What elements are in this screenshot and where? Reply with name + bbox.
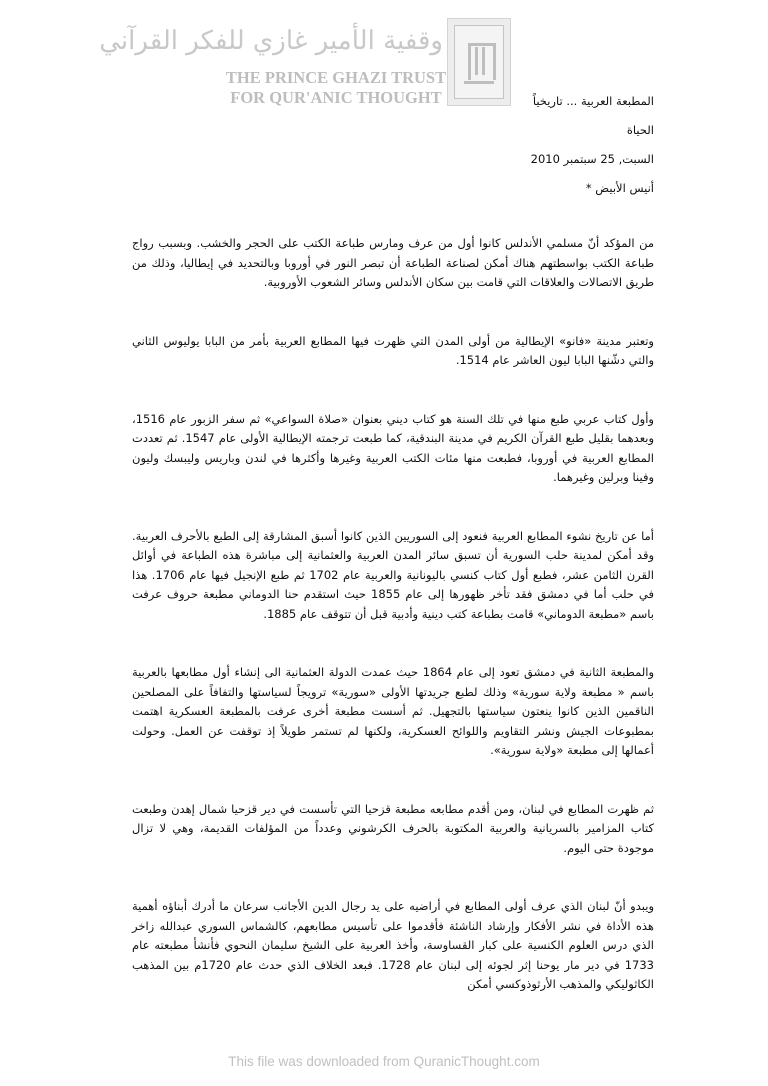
paragraph-5: والمطبعة الثانية في دمشق تعود إلى عام 1864 حيث عمدت الدولة العثمانية الى إنشاء أول مطابعها بالعربية باسم « مطبعة ولاية سورية» وذلك لطبع جريدتها الأولى «سورية» ترويجاً لسياستها والتفافاً على المصلحين الناقمين الذين كانوا ينعتون سياستها بالتجهيل. ثم أسست مطبعة أخرى عرفت بالمطبعة العسكرية اهتمت بمطبوعات الجيش ونشر التقاويم واللوائح العسكرية، ولكنها لم تستمر طويلاً إذ توقفت عن العمل. وحولت أعمالها إلى مطبعة «ولاية سورية». <box>132 665 654 757</box>
article-author: أنيس الأبيض * <box>585 181 654 195</box>
article-body <box>132 92 654 995</box>
paragraph-1: من المؤكد أنّ مسلمي الأندلس كانوا أول من عرف ومارس طباعة الكتب على الحجر والخشب. وبسبب رواج طباعة الكتب بواسطتهم هناك أمكن لصناعة الطباعة أن تبصر النور في أوروبا وبالتحديد في إيطاليا، وذلك من طريق الاتصالات والعلاقات التي قامت بين سكان الأندلس وسائر الشعوب الأوروبية. <box>132 236 654 289</box>
article-date: السبت, 25 سبتمبر 2010 <box>530 152 654 166</box>
paragraph-6: ثم ظهرت المطابع في لبنان، ومن أقدم مطابعه مطبعة قزحيا التي تأسست في دير قزحيا شمال إهدن وطبعت كتاب المزامير بالسريانية والعربية المكتوبة بالحرف الكرشوني وعدداً من المؤلفات القديمة، وهي لا تزال موجودة حتى اليوم. <box>132 801 654 855</box>
paragraph-2: وتعتبر مدينة «فانو» الإيطالية من أولى المدن التي ظهرت فيها المطابع العربية بأمر من البابا يوليوس الثاني والتي دشّنها البابا ليون العاشر عام 1514. <box>132 333 654 367</box>
download-footer: This file was downloaded from QuranicThought.com <box>228 1054 540 1069</box>
article-source: الحياة <box>626 123 654 137</box>
paragraph-3: وأول كتاب عربي طبع منها في تلك السنة هو كتاب ديني بعنوان «صلاة السواعي» ثم سفر الزبور عام 1516، وبعدهما بقليل طبع القرآن الكريم في مدينة البندقية، كما طبعت ترجمته الإيطالية الأولى عام 1547. ثم تعددت المطابع العربية في أوروبا، فطبعت منها مئات الكتب العربية وغيرها وأكثرها في لندن وباريس وليبسك وليون وفينا وبرلين وغيرهما. <box>132 411 655 484</box>
logo-arabic-calligraphy: وقفية الأمير غازي للفكر القرآني <box>99 26 443 56</box>
logo-english-line2: FOR QUR'ANIC THOUGHT <box>230 88 442 107</box>
paragraph-4: أما عن تاريخ نشوء المطابع العربية فنعود إلى السوريين الذين كانوا أسبق المشارقة إلى الطبع بالأحرف العربية. وقد أمكن لمدينة حلب السورية أن تسبق سائر المدن العربية والعثمانية إلى مباشرة هذه الطباعة في أوائل القرن الثامن عشر، فطبع أول كتاب كنسي باليونانية والعربية عام 1702 ثم طبع الإنجيل فيها عام 1706. هذا في حلب أما في دمشق فقد تأخر ظهورها إلى عام 1855 حيث استقدم حنا الدوماني مطبعة حروف عرفت باسم «مطبعة الدوماني» قامت بطباعة كتب دينية وأدبية قبل أن تتوقف عام 1885. <box>132 528 655 621</box>
paragraph-7: ويبدو أنّ لبنان الذي عرف أولى المطابع في أراضيه على يد رجال الدين الأجانب سرعان ما أدرك أبناؤه أهمية هذه الأداة في نشر الأفكار وإرشاد الناشئة فأقدموا على تأسيس مطابعهم، كالشماس السوري عبدالله زاخر الذي درس العلوم الكنسية على كبار القساوسة، وأخذ العربية على الشيخ سليمان النحوي فأنشأ مطبعته عام 1733 في دير مار يوحنا إثر لجوئه إلى لبنان عام 1728. فبعد الخلاف الذي حدث عام 1720م بين المذهب الكاثوليكي والمذهب الأرثوذوكسي أمكن <box>132 899 654 991</box>
article-title: المطبعة العربية ... تاريخياً <box>532 94 654 108</box>
logo-english-line1: THE PRINCE GHAZI TRUST <box>225 68 447 87</box>
